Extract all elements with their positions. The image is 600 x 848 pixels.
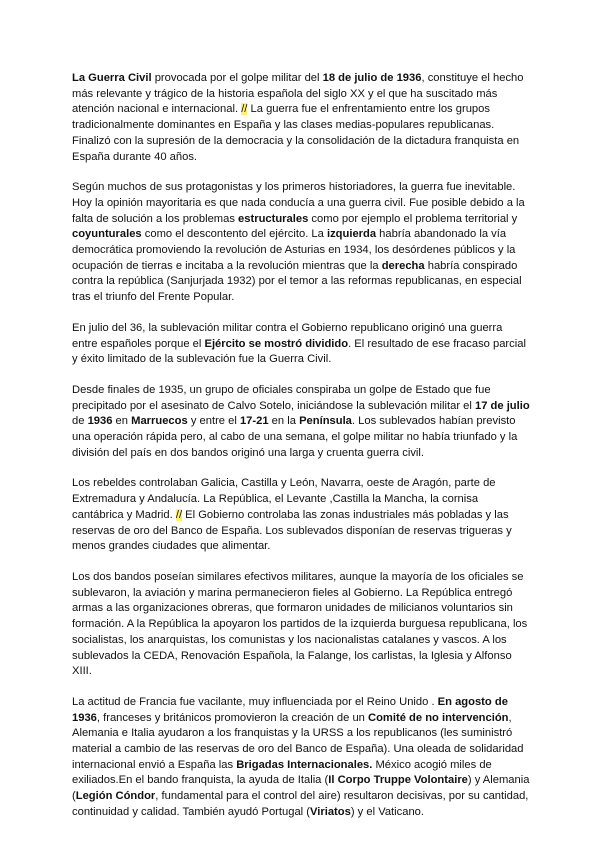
paragraph-7: La actitud de Francia fue vacilante, muy influenciada por el Reino Unido . En agosto de 1936, franceses y británicos promovieron la creación de un Comité de no intervención, Alemania e Italia ayudaron a los franquistas y la URSS a los republicanos (les suministró material a cambio de las reservas de oro del Banco de España). Una oleada de solidaridad internacional envió a España las Brigadas Internacionales. México acogió miles de exiliados.En el bando franquista, la ayuda de Italia (Il Corpo Truppe Volontaire) y Alemania (Legión Cóndor, fundamental para el control del aire) resultaron decisivas, por su cantidad, continuidad y calidad. También ayudó Portugal (Viriatos) y el Vaticano. [72, 695, 530, 818]
paragraph-4: Desde finales de 1935, un grupo de oficiales conspiraba un golpe de Estado que fue precipitado por el asesinato de Calvo Sotelo, iniciándose la sublevación militar el 17 de julio de 1936 en Marruecos y entre el 17-21 en la Península. Los sublevados habían previsto una operación rápida pero, al cabo de una semana, el golpe militar no había triunfado y la división del país en dos bandos originó una larga y cruenta guerra civil. [72, 383, 530, 459]
paragraph-6: Los dos bandos poseían similares efectivos militares, aunque la mayoría de los oficiales se sublevaron, la aviación y marina permanecieron fieles al Gobierno. La República entregó armas a las organizaciones obreras, que formaron unidades de milicianos voluntarios sin formación. A la República la apoyaron los partidos de la izquierda burguesa republicana, los socialistas, los anarquistas, los comunistas y los nacionalistas catalanes y vascos. A los sublevados la CEDA, Renovación Española, la Falange, los carlistas, la Iglesia y Alfonso XIII. [72, 570, 528, 678]
highlight-mark: // [241, 103, 248, 116]
paragraph-3: En julio del 36, la sublevación militar contra el Gobierno republicano originó una guerra entre españoles porque el Ejército se mostró dividido. El resultado de ese fracaso parcial y éxito limitado de la sublevación fue la Guerra Civil. [72, 321, 526, 366]
paragraph-1: La Guerra Civil provocada por el golpe militar del 18 de julio de 1936, constituye el hecho más relevante y trágico de la historia española del siglo XX y el que ha suscitado más atención nacional e internacional. // La guerra fue el enfrentamiento entre los grupos tradicionalmente dominantes en España y las clases medias-populares republicanas. Finalizó con la supresión de la democracia y la consolidación de la dictadura franquista en España durante 40 años. [72, 72, 524, 163]
highlight-mark: // [175, 508, 183, 521]
paragraph-2: Según muchos de sus protagonistas y los primeros historiadores, la guerra fue inevitable. Hoy la opinión mayoritaria es que nada conducía a una guerra civil. Fue posible debido a la falta de solución a los problemas estructurales como por ejemplo el problema territorial y coyunturales como el descontento del ejército. La izquierda habría abandonado la vía democrática promoviendo la revolución de Asturias en 1934, los desórdenes públicos y la ocupación de tierras e incitaba a la revolución mientras que la derecha habría conspirado contra la república (Sanjurjada 1932) por el temor a las reformas republicanas, en especial tras el triunfo del Frente Popular. [72, 181, 525, 304]
paragraph-5: Los rebeldes controlaban Galicia, Castilla y León, Navarra, oeste de Aragón, parte de Extremadura y Andalucía. La República, el Levante ,Castilla la Mancha, la cornisa cantábrica y Madrid. // El Gobierno controlaba las zonas industriales más pobladas y las reservas de oro del Banco de España. Los sublevados disponían de reservas trigueras y menos grandes ciudades que alimentar. [72, 477, 512, 553]
